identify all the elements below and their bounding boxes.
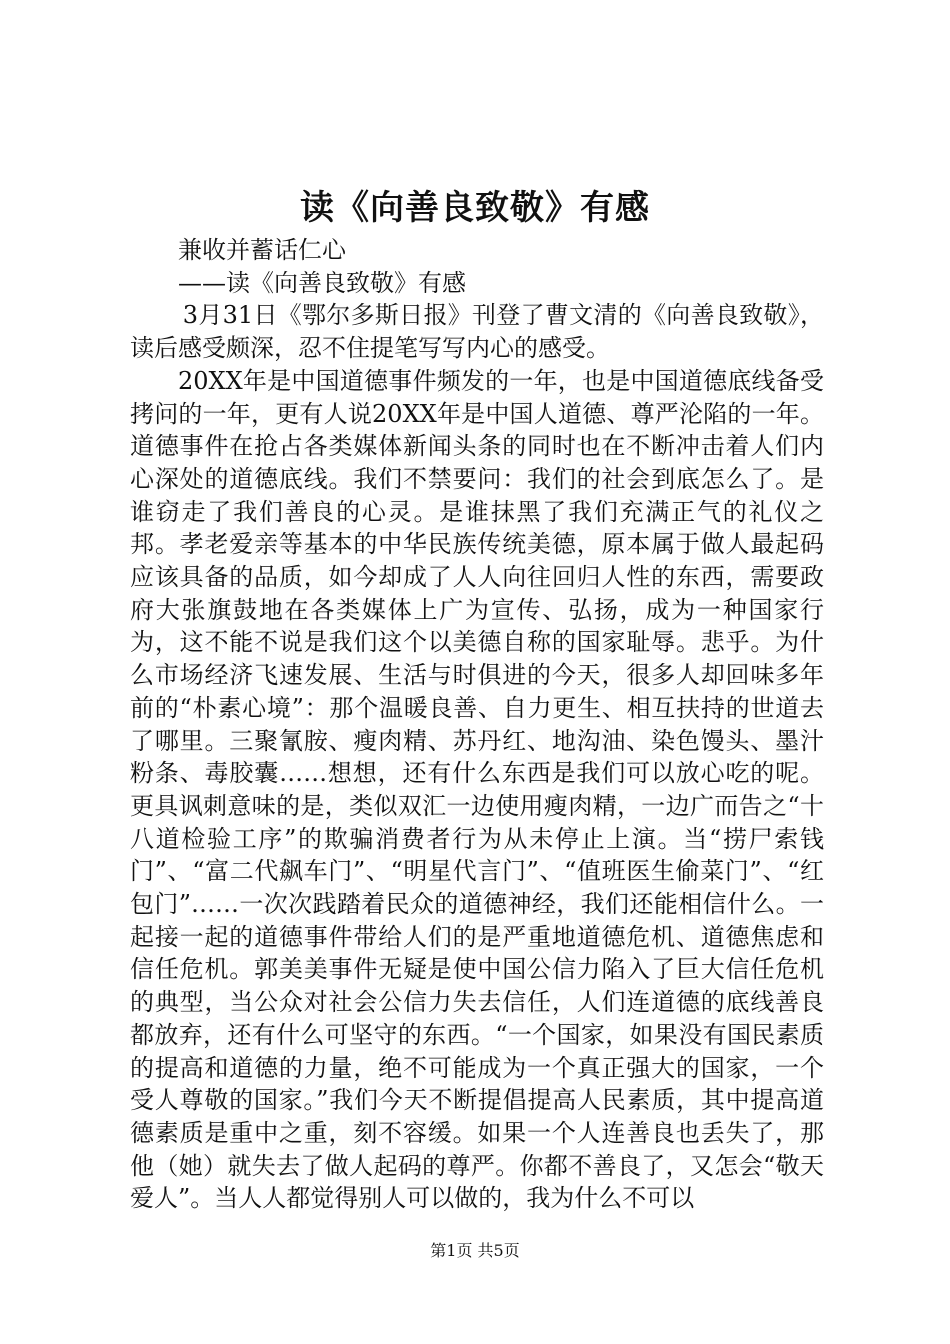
page-number-footer: 第1页 共5页 bbox=[430, 1241, 520, 1260]
paragraph-main: 20XX年是中国道德事件频发的一年，也是中国道德底线备受拷问的一年，更有人说20XX年是中国人道德、尊严沦陷的一年。道德事件在抢占各类媒体新闻头条的同时也在不断冲击着人们内心深处的道德底线。我们不禁要问：我们的社会到底怎么了。是谁窃走了我们善良的心灵。是谁抹黑了我们充满正气的礼仪之邦。孝老爱亲等基本的中华民族传统美德，原本属于做人最起码应该具备的品质，如今却成了人人向往回归人性的东西，需要政府大张旗鼓地在各类媒体上广为宣传、弘扬，成为一种国家行为，这不能不说是我们这个以美德自称的国家耻辱。悲乎。为什么市场经济飞速发展、生活与时俱进的今天，很多人却回味多年前的“朴素心境”：那个温暖良善、自力更生、相互扶持的世道去了哪里。三聚氰胺、瘦肉精、苏丹红、地沟油、染色馒头、墨汁粉条、毒胶囊……想想，还有什么东西是我们可以放心吃的呢。更具讽刺意味的是，类似双汇一边使用瘦肉精，一边广而告之“十八道检验工序”的欺骗消费者行为从未停止上演。当“捞尸索钱门”、“富二代飙车门”、“明星代言门”、“值班医生偷菜门”、“红包门”……一次次践踏着民众的道德神经，我们还能相信什么。一起接一起的道德事件带给人们的是严重地道德危机、道德焦虑和信任危机。郭美美事件无疑是使中国公信力陷入了巨大信任危机的典型，当公众对社会公信力失去信任，人们连道德的底线善良都放弃，还有什么可坚守的东西。“一个国家，如果没有国民素质的提高和道德的力量，绝不可能成为一个真正强大的国家，一个受人尊敬的国家。”我们今天不断提倡提高人民素质，其中提高道德素质是重中之重，刻不容缓。如果一个人连善良也丢失了，那他（她）就失去了做人起码的尊严。你都不善良了，又怎会“敬天爱人”。当人人都觉得别人可以做的，我为什么不可以 bbox=[130, 366, 824, 1213]
document-body bbox=[130, 234, 824, 1215]
essay-subheading: ——读《向善良致敬》有感 bbox=[178, 268, 466, 297]
essay-heading: 兼收并蓄话仁心 bbox=[178, 236, 346, 264]
document-title: 读《向善良致敬》有感 bbox=[300, 188, 650, 228]
paragraph-intro: 3月31日《鄂尔多斯日报》刊登了曹文清的《向善良致敬》，读后感受颇深，忍不住提笔写写内心的感受。 bbox=[130, 301, 824, 363]
